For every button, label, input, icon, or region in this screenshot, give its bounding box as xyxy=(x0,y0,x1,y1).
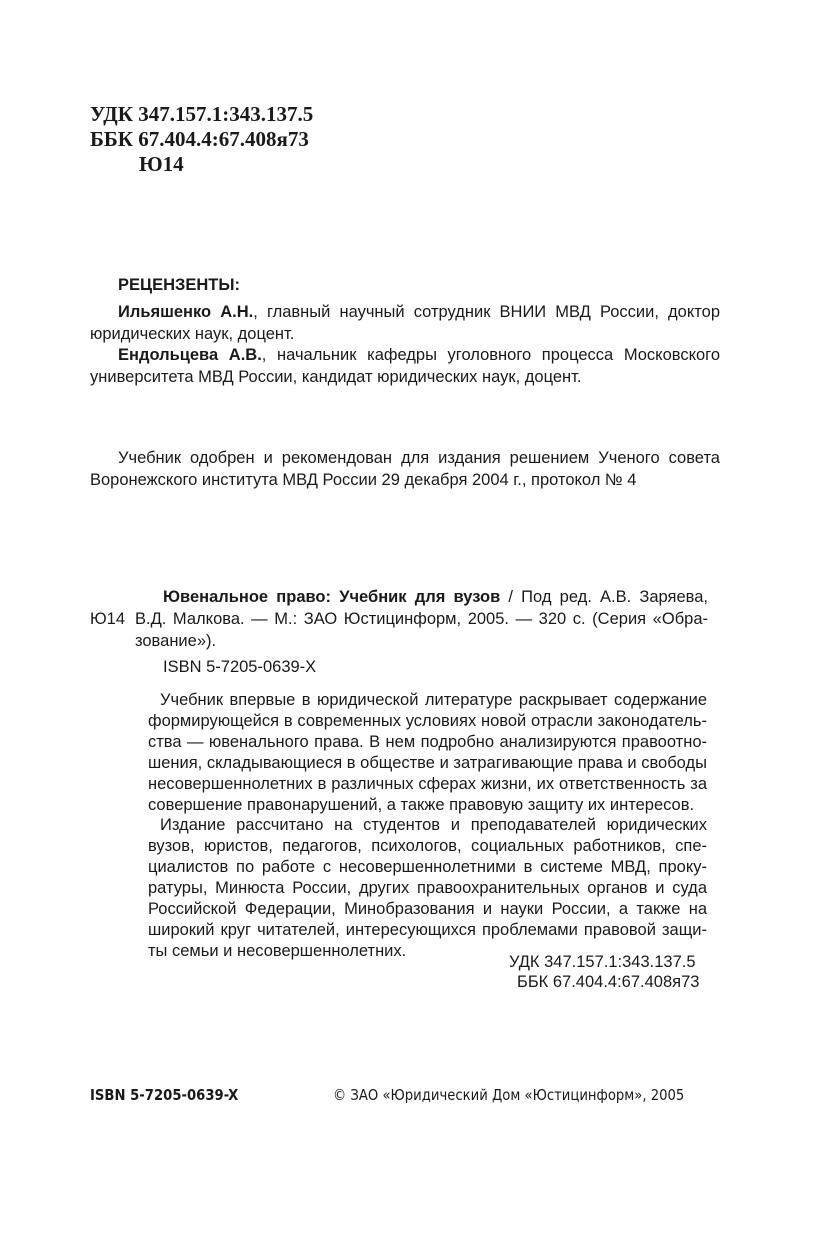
biblio-editors: / Под ред. А.В. Заряева, xyxy=(500,588,708,606)
biblio-code: Ю14 xyxy=(90,610,126,628)
classification-bbk: ББК 67.404.4:67.408я73 xyxy=(517,973,700,991)
annotation-line: широкий круг читателей, интересующихся проблемами правовой защи- xyxy=(148,920,707,939)
biblio-line-3: зование»). xyxy=(135,632,217,650)
annotation-line: несовершеннолетних в различных сферах жизни, их ответственность за xyxy=(148,774,707,793)
annotation-line: шения, складывающиеся в обществе и затрагивающие права и свободы xyxy=(148,753,707,772)
reviewer-2-name: Ендольцева А.В. xyxy=(118,346,262,364)
footer-copyright: © ЗАО «Юридический Дом «Юстицинформ», 2005 xyxy=(333,1086,685,1104)
reviewer-1-line-1 xyxy=(118,302,720,322)
footer-isbn: ISBN 5-7205-0639-X xyxy=(90,1086,239,1104)
reviewers-title: РЕЦЕНЗЕНТЫ: xyxy=(118,276,240,294)
annotation-line: Российской Федерации, Минобразования и науки России, а также на xyxy=(148,900,707,918)
biblio-line-1 xyxy=(163,587,708,607)
annotation-line: Издание рассчитано на студентов и преподавателей юридических xyxy=(160,816,707,835)
reviewer-1-line-2: юридических наук, доцент. xyxy=(90,325,295,343)
annotation-line: циалистов по работе с несовершеннолетними в системе МВД, проку- xyxy=(148,858,707,877)
udk-header: УДК 347.157.1:343.137.5 xyxy=(90,102,314,126)
annotation-line: вузов, юристов, педагогов, психологов, социальных работников, спе- xyxy=(148,837,707,856)
biblio-line-2: В.Д. Малкова. — М.: ЗАО Юстицинформ, 2005. — 320 с. (Серия «Обра- xyxy=(135,610,708,628)
annotation-line: Учебник впервые в юридической литературе раскрывает содержание xyxy=(160,691,707,709)
annotation-line: совершение правонарушений, а также правовую защиту их интересов. xyxy=(148,795,695,814)
annotation-line: ства — ювенального права. В нем подробно анализируются правоотно- xyxy=(148,732,707,751)
book-title: Ювенальное право: Учебник для вузов xyxy=(163,588,501,606)
annotation-line: ратуры, Минюста России, других правоохранительных органов и суда xyxy=(148,879,707,898)
reviewer-2-desc: , начальник кафедры уголовного процесса Московского xyxy=(261,346,720,364)
annotation-line: формирующейся в современных условиях новой отрасли законодатель- xyxy=(148,711,707,730)
bbk-header: ББК 67.404.4:67.408я73 xyxy=(90,127,309,151)
annotation-line: ты семьи и несовершеннолетних. xyxy=(148,941,407,960)
approval-line-1: Учебник одобрен и рекомендован для издания решением Ученого совета xyxy=(118,449,720,467)
biblio-isbn: ISBN 5-7205-0639-X xyxy=(163,658,317,676)
reviewer-1-name: Ильяшенко А.Н. xyxy=(118,303,254,321)
approval-line-2: Воронежского института МВД России 29 декабря 2004 г., протокол № 4 xyxy=(90,471,637,489)
author-code-header: Ю14 xyxy=(139,152,184,176)
reviewer-2-line-2: университета МВД России, кандидат юридических наук, доцент. xyxy=(90,368,582,386)
reviewer-1-desc: , главный научный сотрудник ВНИИ МВД России, доктор xyxy=(253,303,720,321)
classification-udk: УДК 347.157.1:343.137.5 xyxy=(509,953,696,971)
reviewer-2-line-1 xyxy=(118,345,720,365)
